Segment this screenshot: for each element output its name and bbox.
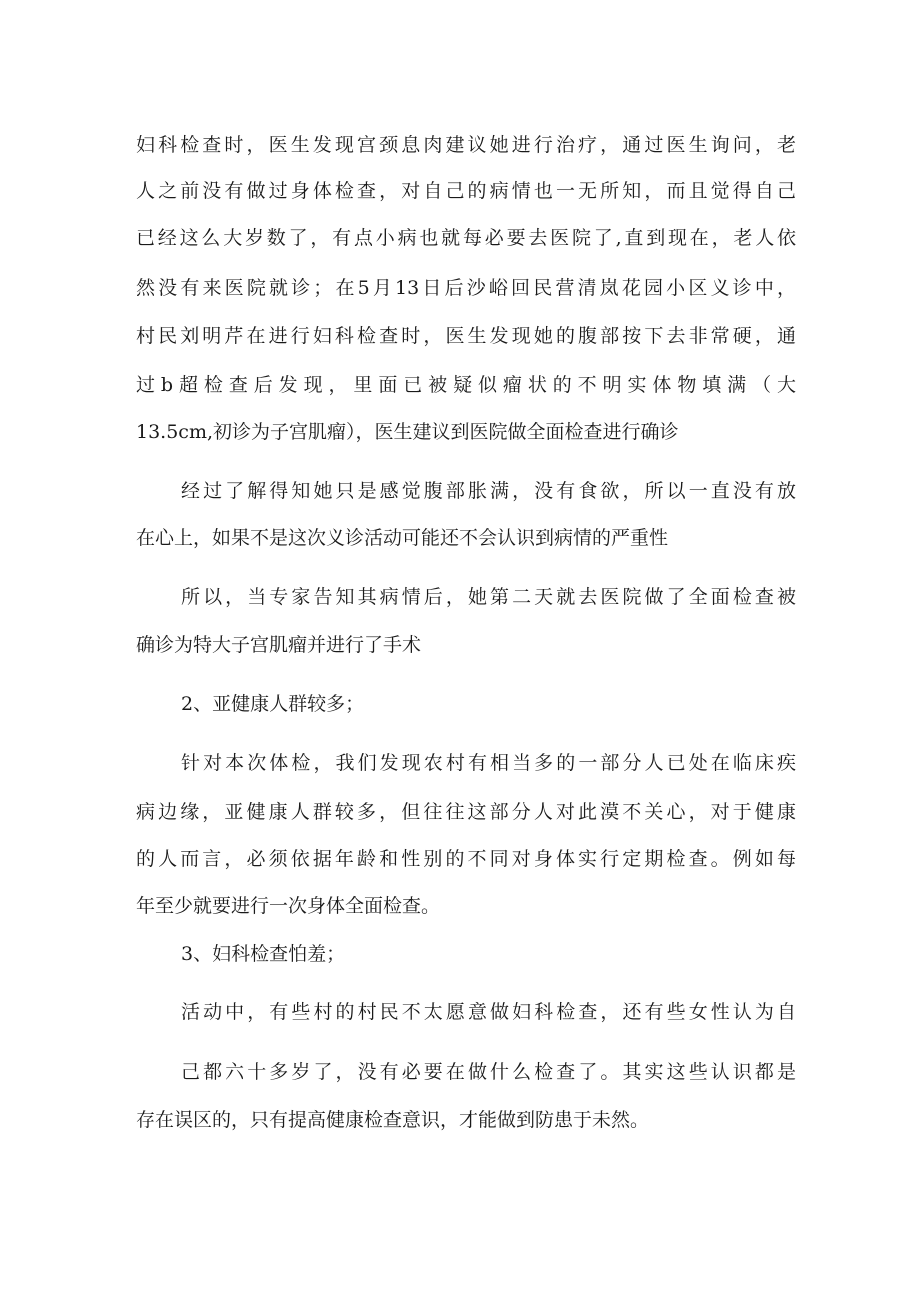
text-line: 活动中，有些村的村民不太愿意做妇科检查，还有些女性认为自 [181, 1001, 796, 1023]
text-line: 村民刘明芹在进行妇科检查时，医生发现她的腹部按下去非常硬，通 [136, 325, 796, 347]
text-line: 在心上，如果不是这次义诊活动可能还不会认识到病情的严重性 [136, 527, 669, 549]
text-line: 妇科检查时，医生发现宫颈息肉建议她进行治疗，通过医生询问，老 [136, 134, 796, 156]
text-line: 人之前没有做过身体检查，对自己的病情也一无所知，而且觉得自己 [136, 180, 796, 202]
section-heading: 3、妇科检查怕羞； [181, 943, 346, 965]
text-line: 过b超检查后发现，里面已被疑似瘤状的不明实体物填满（大 [136, 374, 796, 396]
text-line: 年至少就要进行一次身体全面检查。 [136, 895, 441, 917]
text-line: 经过了解得知她只是感觉腹部胀满，没有食欲，所以一直没有放 [181, 480, 796, 502]
text-line: 然没有来医院就诊；在5月13日后沙峪回民营清岚花园小区义诊中， [136, 277, 796, 299]
text-line: 已经这么大岁数了，有点小病也就每必要去医院了,直到现在，老人依 [136, 227, 796, 249]
text-line: 的人而言，必须依据年龄和性别的不同对身体实行定期检查。例如每 [136, 848, 796, 870]
text-line: 确诊为特大子宫肌瘤并进行了手术 [136, 634, 422, 656]
text-line: 针对本次体检，我们发现农村有相当多的一部分人已处在临床疾 [181, 752, 796, 774]
text-line: 13.5cm,初诊为子宫肌瘤），医生建议到医院做全面检查进行确诊 [136, 421, 679, 443]
text-line: 所以，当专家告知其病情后，她第二天就去医院做了全面检查被 [181, 586, 796, 608]
text-line: 存在误区的，只有提高健康检查意识，才能做到防患于未然。 [136, 1109, 650, 1131]
text-line: 病边缘，亚健康人群较多，但往往这部分人对此漠不关心，对于健康 [136, 801, 796, 823]
section-heading: 2、亚健康人群较多； [181, 693, 365, 715]
text-line: 己都六十多岁了，没有必要在做什么检查了。其实这些认识都是 [181, 1061, 796, 1083]
